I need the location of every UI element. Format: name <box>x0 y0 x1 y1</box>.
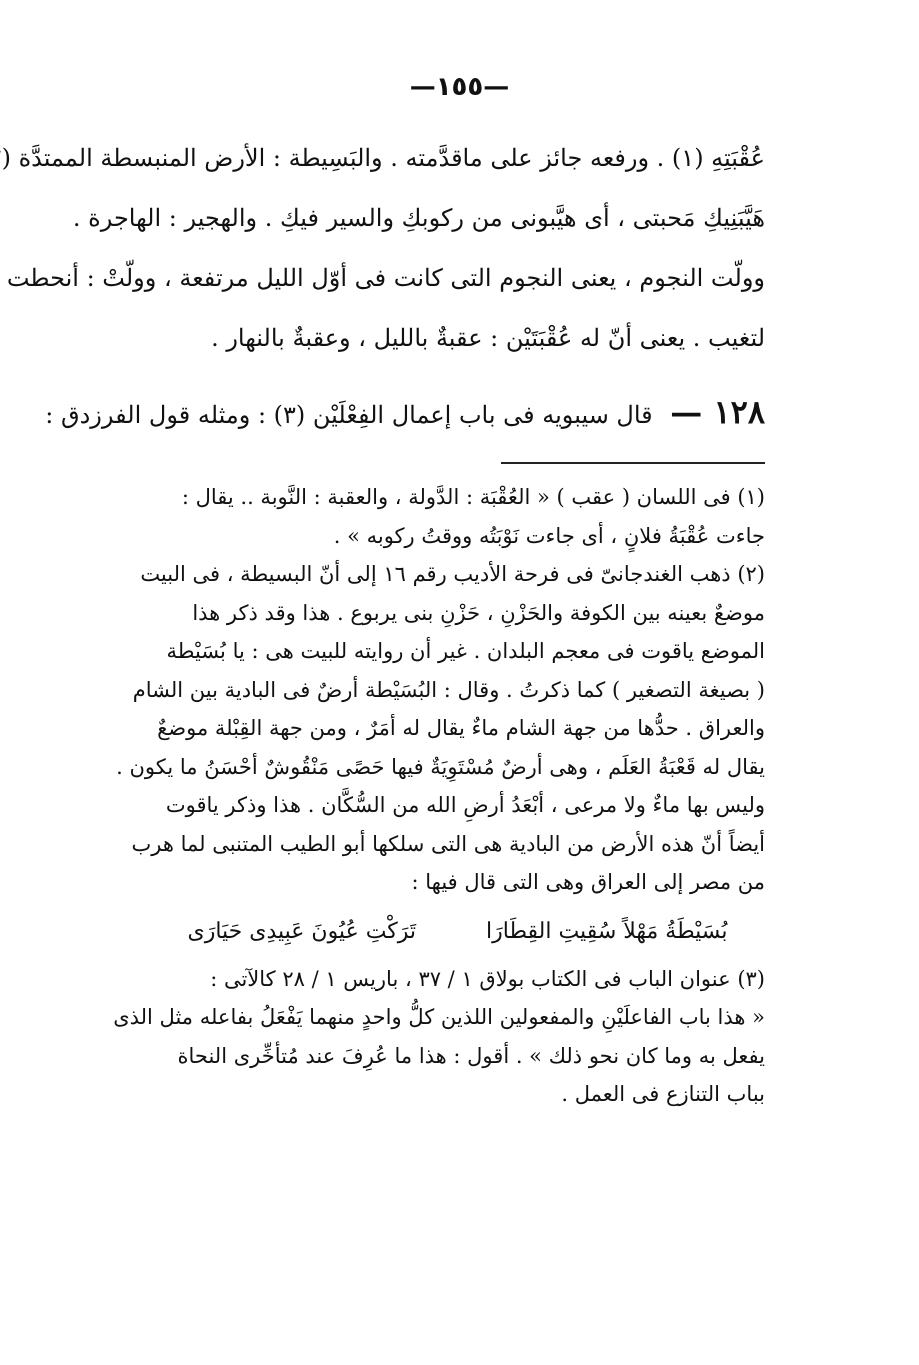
main-text-block <box>1 128 765 368</box>
footnote-line: « هذا باب الفاعلَيْنِ والمفعولين اللذين كلُّ واحدٍ منهما يَفْعَلُ بفاعله مثل الذى <box>113 1005 765 1029</box>
footnote-line: (١) فى اللسان ( عقب ) « العُقْبَة : الدَّولة ، والعقبة : النَّوبة .. يقال : <box>181 485 765 509</box>
main-text-line: هَيَّبَنِيكِ مَحبتى ، أى هيَّبونى من ركوبكِ والسير فيكِ . والهجير : الهاجرة . <box>72 204 765 232</box>
footnote-line: جاءت عُقْبَةُ فلانٍ ، أى جاءت نَوْبَتُه ووقتُ ركوبه » . <box>333 523 765 548</box>
main-text-line: عُقْبَتِهِ (١) . ورفعه جائز على ماقدَّمته . والبَسِيطة : الأرض المنبسطة الممتدَّة ( <box>1 144 765 172</box>
footnote-line: من مصر إلى العراق وهى التى قال فيها : <box>411 870 765 894</box>
footnotes-block <box>113 478 765 1114</box>
section-128-heading <box>45 390 765 437</box>
footnote-line: (٣) عنوان الباب فى الكتاب بولاق ١ / ٣٧ ، باريس ١ / ٢٨ كالآتى : <box>210 966 765 991</box>
footnote-line: (٢) ذهب الغندجانىّ فى فرحة الأديب رقم ١٦ إلى أنّ البسيطة ، فى البيت <box>140 562 765 586</box>
main-text-line: لتغيب . يعنى أنّ له عُقْبَتَيْن : عقبةٌ بالليل ، وعقبةٌ بالنهار . <box>211 324 765 352</box>
footnote-line: والعراق . حدُّها من جهة الشام ماءٌ يقال له أمَرٌ ، ومن جهة القِبْلة موضعٌ <box>157 716 765 740</box>
section-text: قال سيبويه فى باب إعمال الفِعْلَيْن (٣) : ومثله قول الفرزدق : <box>45 401 653 429</box>
page-number: —١٥٥— <box>409 72 510 102</box>
footnote-line: أيضاً أنّ هذه الأرض من البادية هى التى سلكها أبو الطيب المتنبى لما هرب <box>131 831 765 856</box>
verse-second-hemistich: بُسَيْطَةُ مَهْلاً سُقِيتِ القِطَارَا <box>486 918 728 944</box>
footnote-line: موضعٌ بعينه بين الكوفة والحَزْنِ ، حَزْنِ بنى يربوع . هذا وقد ذكر هذا <box>192 600 765 625</box>
verse-first-hemistich: تَرَكْتِ عُيُونَ عَبِيدِى حَيَارَى <box>187 918 417 944</box>
footnote-line: بباب التنازع فى العمل . <box>561 1082 765 1106</box>
section-number: ١٢٨ — <box>670 393 765 431</box>
poem-verse <box>150 902 765 960</box>
footnote-line: ( بصيغة التصغير ) كما ذكرتُ . وقال : البُسَيْطة أرضٌ فى البادية بين الشام <box>132 677 765 702</box>
main-text-line: وولّت النجوم ، يعنى النجوم التى كانت فى أوّل الليل مرتفعة ، وولّتْ : أنحطت <box>6 264 765 292</box>
footnote-line: وليس بها ماءٌ ولا مرعى ، أبْعَدُ أرضِ الله من السُّكَّان . هذا وذكر ياقوت <box>165 793 765 817</box>
footnote-line: يقال له قَعْبَةُ العَلَم ، وهى أرضٌ مُسْتَوِيَةٌ فيها حَصًى مَنْقُوشٌ أحْسَنُ ما يكون . <box>116 754 765 779</box>
footnote-line: يفعل به وما كان نحو ذلك » . أقول : هذا ما عُرِفَ عند مُتأخِّرى النحاة <box>177 1043 765 1068</box>
footnote-line: الموضع ياقوت فى معجم البلدان . غير أن روايته للبيت هى : يا بُسَيْطة <box>166 639 765 663</box>
footnote-divider <box>501 462 765 464</box>
